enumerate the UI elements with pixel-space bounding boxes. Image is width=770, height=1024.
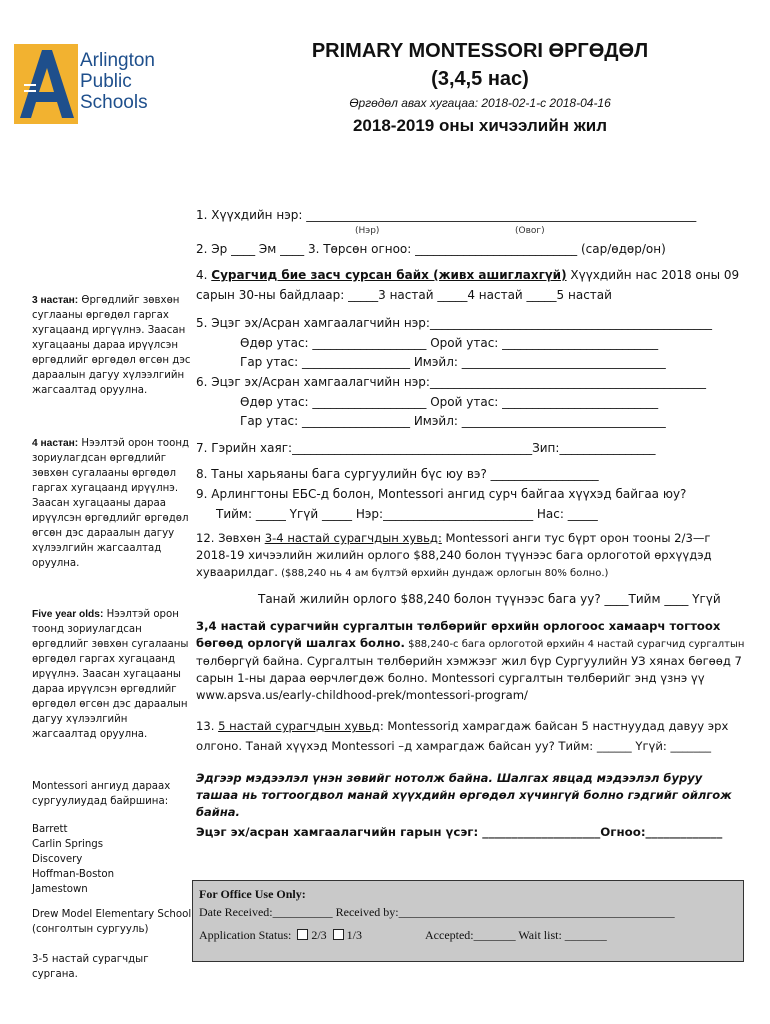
logo-a-icon (14, 44, 78, 124)
q13-number: 13. (196, 719, 219, 733)
age5-label: Five year olds: (32, 609, 104, 620)
school-list (32, 822, 192, 897)
age3-label: 3 настан: (32, 295, 79, 306)
sidebar-age4-note (32, 436, 192, 571)
guardian1-cell-email-field[interactable]: Гар утас: __________________ Имэйл: __________________________________ (240, 355, 666, 369)
school-item: Barrett (32, 824, 68, 835)
sidebar-age5-note (32, 607, 192, 742)
sibling-field[interactable]: Тийм: _____ Үгүй _____ Нэр:_________________________ Нас: _____ (216, 507, 598, 521)
income-eligibility-text (196, 530, 746, 582)
status-option-1: 2/3 (311, 928, 327, 942)
q4-number: 4. (196, 268, 212, 282)
date-received-field[interactable]: Date Received:__________ Received by:______________________________________________ (199, 905, 675, 919)
tuition-body: төлбөргүй байна. Сургалтын төлбөрийн хэмжээг жил бүр Сургуулийн УЗ хянах бөгөөд 7 сарын 1-ны дараа өөрчлөгдөж болно. Montessori сургалтын төлбөрийг энд үзнэ үү www.apsva.us/early-childhood-prek/montessori-program/ (196, 654, 742, 702)
school-item: Jamestown (32, 884, 88, 895)
last-name-caption: (Овог) (515, 226, 545, 236)
q12-body: Montessori анги тус бүрт орон тооны 2/3—г 2018-19 хичээлийн жилийн орлого $88,240 болон түүнээс бага орлоготой өрхүүдэд хуваарилдаг. (196, 531, 712, 579)
application-dates: Өргөдөл авах хугацаа: 2018-02-1-с 2018-04-16 (349, 96, 611, 110)
status-two-thirds-checkbox[interactable] (297, 929, 308, 940)
school-logo (14, 44, 184, 124)
gender-birthdate-field[interactable]: 2. Эр ____ Эм ____ 3. Төрсөн огноо: ___________________________ (сар/өдөр/он) (196, 242, 666, 256)
q13-body: : Montessoriд хамрагдаж байсан 5 настнуудад давуу эрх олгоно. Танай хүүхэд Montessori –д хамрагдаж байсан уу? Тийм: ______ Үгүй: _______ (196, 719, 729, 753)
school-zone-field[interactable]: 8. Таны харьяаны бага сургуулийн бүс юу вэ? __________________ (196, 467, 599, 481)
guardian2-phone-field[interactable]: Өдөр утас: ___________________ Орой утас: __________________________ (240, 395, 659, 409)
application-status-row (199, 928, 362, 943)
tuition-note: $88,240-с бага орлоготой өрхийн 4 настай сурагчид сургалтын (404, 639, 745, 650)
logo-line-3: Schools (80, 92, 148, 113)
first-name-caption: (Нэр) (355, 226, 380, 236)
office-title: For Office Use Only: (199, 887, 306, 901)
page-title: PRIMARY MONTESSORI ӨРГӨДӨЛ (311, 40, 649, 62)
tuition-text (196, 618, 746, 704)
school-year-title: 2018-2019 оны хичээлийн жил (352, 116, 608, 135)
guardian2-cell-email-field[interactable]: Гар утас: __________________ Имэйл: __________________________________ (240, 414, 666, 428)
age4-text: Нээлтэй орон тоонд зориулагдсан өргөдлийг зөвхөн сугалааны өргөдөл гаргах хугацаанд ирүүлнэ. Заасан хугацааны дараа ирүүлсэн өргөдлийг өргөдөл өгсөн дэс дараалын дагуу хүлээлгийн жагсаалтад оруулна. (32, 438, 190, 569)
office-use-box (192, 880, 744, 962)
age-range-title: (3,4,5 нас) (431, 68, 529, 90)
logo-line-1: Arlington (80, 50, 155, 71)
sibling-question: 9. Арлингтоны ЕБС-д болон, Montessori ангид сурч байгаа хүүхэд байгаа юу? (196, 487, 687, 501)
drew-age-note: 3-5 настай сурагчдыг сургана. (32, 954, 149, 980)
locations-title: Montessori ангиуд дараах сургуулиудад байршина: (32, 781, 171, 807)
q4-rest: Хүүхдийн нас 2018 оны 09 (566, 268, 740, 282)
address-field[interactable]: 7. Гэрийн хаяг:________________________________________Зип:________________ (196, 441, 656, 455)
school-item: Hoffman-Boston (32, 869, 115, 880)
drew-school-note: Drew Model Elementary School (сонголтын сургууль) (32, 909, 192, 935)
sidebar-age3-note (32, 293, 192, 398)
age3-text: Өргөдлийг зөвхөн суглааны өргөдөл гаргах хугацаанд иргүүлнэ. Заасан хугацааны дараа ирүүлсэн өргөдлийг өргөдөл өгсөн дэс дараалын дагуу хүлээлгийн жагсаалтад оруулна. (32, 295, 191, 396)
age4-label: 4 настан: (32, 438, 79, 449)
child-name-field[interactable]: 1. Хүүхдийн нэр: _________________________________________________________________ (196, 208, 697, 222)
income-question-field[interactable]: Танай жилийн орлого $88,240 болон түүнээс бага уу? ____Тийм ____ Үгүй (258, 592, 721, 606)
potty-trained-line (196, 268, 739, 282)
status-one-third-checkbox[interactable] (333, 929, 344, 940)
accepted-waitlist-field[interactable]: Accepted:_______ Wait list: _______ (425, 928, 607, 942)
q12-number: 12. Зөвхөн (196, 531, 265, 545)
age5-text: Нээлтэй орон тоонд зориулагдсан өргөдлийг зөвхөн сугалааны өргөдөл гаргах хугацаанд ирүүлнэ. Заасан хугацааны дараа ирүүлсэн өргөдлийг өргөдөл өгсөн дэс дараалын дагуу хүлээлгийн жагсаалтад оруулна. (32, 609, 189, 740)
guardian1-phone-field[interactable]: Өдөр утас: ___________________ Орой утас: __________________________ (240, 336, 659, 350)
q12-note: ($88,240 нь 4 ам бүлтэй өрхийн дундаж орлогын 80% болно.) (277, 568, 609, 579)
q4-requirement: Сурагчид бие засч сурсан байх (живх ашиглахгүй) (211, 268, 567, 282)
guardian2-name-field[interactable]: 6. Эцэг эх/Асран хамгаалагчийн нэр:______________________________________________ (196, 375, 706, 389)
school-item: Discovery (32, 854, 83, 865)
school-item: Carlin Springs (32, 839, 104, 850)
q12-heading: 3-4 настай сурагчдын хувьд: (264, 531, 442, 545)
status-option-2: 1/3 (346, 928, 363, 942)
signature-field[interactable]: Эцэг эх/асран хамгаалагчийн гарын үсэг: ____________________Огноо:_____________ (196, 825, 723, 839)
logo-line-2: Public (80, 71, 132, 92)
tuition-bold: 3,4 настай сурагчийн сургалтын төлбөрийг өрхийн орлогоос хамаарч тогтоох бөгөөд орлогүй шалгах болно. (196, 619, 721, 650)
child-age-field[interactable]: сарын 30-ны байдлаар: _____3 настай _____4 настай _____5 настай (196, 288, 612, 302)
q13-heading: 5 настай сурагчдын хувьд (218, 719, 380, 733)
status-label: Application Status: (199, 928, 292, 942)
five-year-old-text (196, 716, 746, 756)
guardian1-name-field[interactable]: 5. Эцэг эх/Асран хамгаалагчийн нэр:_______________________________________________ (196, 316, 712, 330)
confirmation-statement: Эдгээр мэдээлэл үнэн зөвийг нотолж байна. Шалгах явцад мэдээлэл буруу ташаа нь тогтоогдвол манай хүүхдийн өргөдөл хүчингүй болно гэдгийг ойлгож байна. (196, 771, 732, 819)
